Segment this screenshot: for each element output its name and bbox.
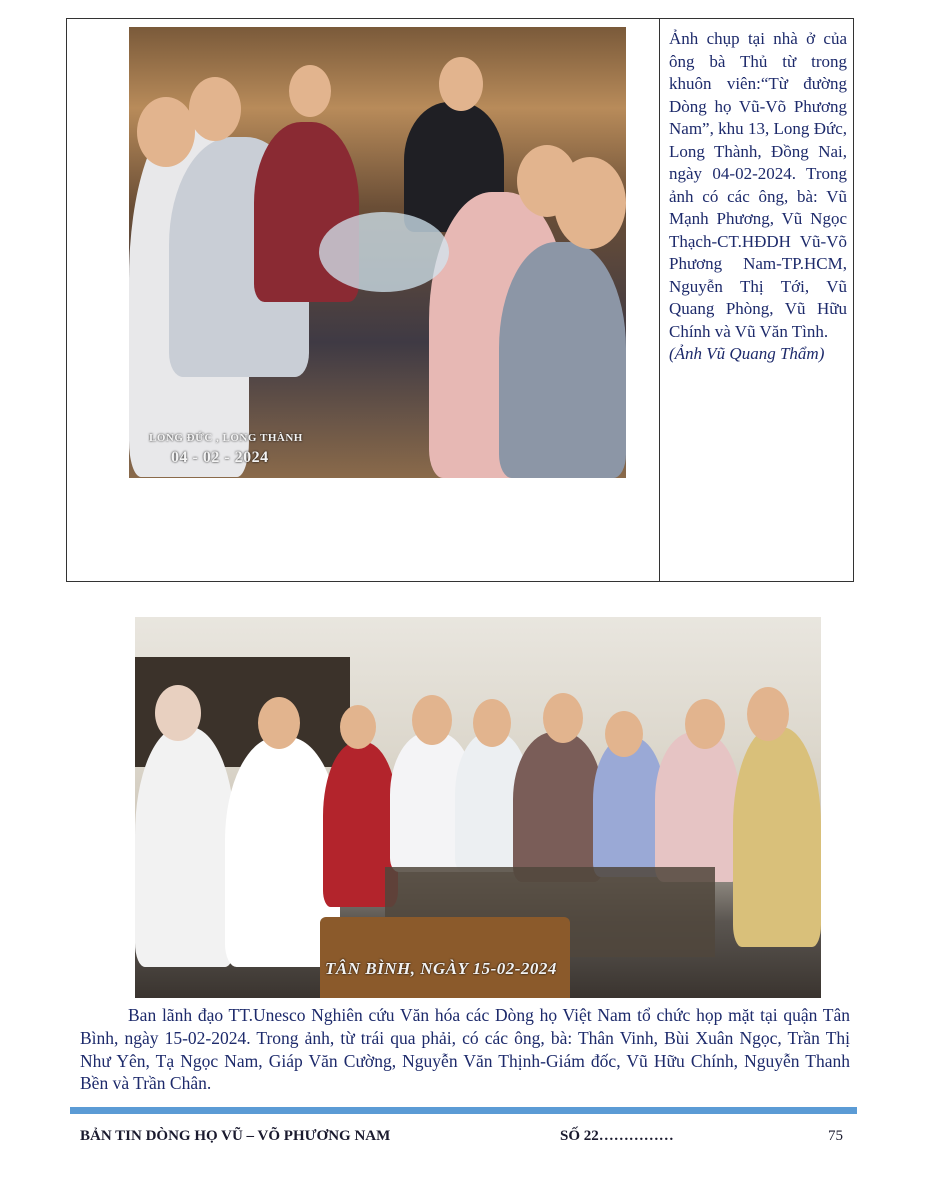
person-head xyxy=(439,57,483,111)
person-head xyxy=(543,693,583,743)
person-head xyxy=(258,697,300,749)
person-head xyxy=(340,705,376,749)
person-shape xyxy=(733,727,821,947)
person-shape xyxy=(499,242,626,478)
footer-rule xyxy=(70,1107,857,1114)
photo-credit: (Ảnh Vũ Quang Thẩm) xyxy=(669,344,825,363)
person-head xyxy=(747,687,789,741)
photo-tan-binh xyxy=(135,617,821,998)
person-shape xyxy=(655,732,740,882)
photo-stamp-date: TÂN BÌNH, NGÀY 15-02-2024 xyxy=(325,959,557,978)
person-head xyxy=(137,97,195,167)
person-head xyxy=(554,157,626,249)
chair-back xyxy=(320,917,570,998)
glass-table xyxy=(319,212,449,292)
photo-caption-2: Ban lãnh đạo TT.Unesco Nghiên cứu Văn hóa các Dòng họ Việt Nam tổ chức họp mặt tại quận Tân Bình, ngày 15-02-2024. Trong ảnh, từ trái qua phải, có các ông, bà: Thân Vinh, Bùi Xuân Ngọc, Trần Thị Như Yên, Tạ Ngọc Nam, Giáp Văn Cường, Nguyễn Văn Thịnh-Giám đốc, Vũ Hữu Chính, Nguyễn Thanh Bền và Trần Chân. xyxy=(80,1005,850,1094)
person-head xyxy=(155,685,201,741)
photo-caption-1 xyxy=(669,28,847,366)
person-head xyxy=(412,695,452,745)
person-shape xyxy=(135,727,235,967)
photo-stamp-location: LONG ĐỨC , LONG THÀNH xyxy=(149,432,303,444)
photo-long-duc xyxy=(129,27,626,478)
person-head xyxy=(473,699,511,747)
person-head xyxy=(605,711,643,757)
table-divider xyxy=(659,19,660,581)
person-head xyxy=(289,65,331,117)
photo-stamp-date: 04 - 02 - 2024 xyxy=(171,449,269,466)
footer-issue: SỐ 22…………… xyxy=(560,1128,674,1144)
caption-1-text: Ảnh chụp tại nhà ở của ông bà Thủ từ trong khuôn viên:“Từ đường Dòng họ Vũ-Võ Phương Nam”, khu 13, Long Đức, Long Thành, Đồng Nai, ngày 04-02-2024. Trong ảnh có các ông, bà: Vũ Mạnh Phương, Vũ Ngọc Thạch-CT.HĐDH Vũ-Võ Phương Nam-TP.HCM, Nguyễn Thị Tới, Vũ Quang Phòng, Vũ Hữu Chính và Vũ Văn Tình. xyxy=(669,29,847,341)
person-head xyxy=(685,699,725,749)
page-number: 75 xyxy=(828,1128,843,1144)
person-head xyxy=(189,77,241,141)
person-shape xyxy=(513,732,603,882)
footer-title: BẢN TIN DÒNG HỌ VŨ – VÕ PHƯƠNG NAM xyxy=(80,1128,391,1144)
